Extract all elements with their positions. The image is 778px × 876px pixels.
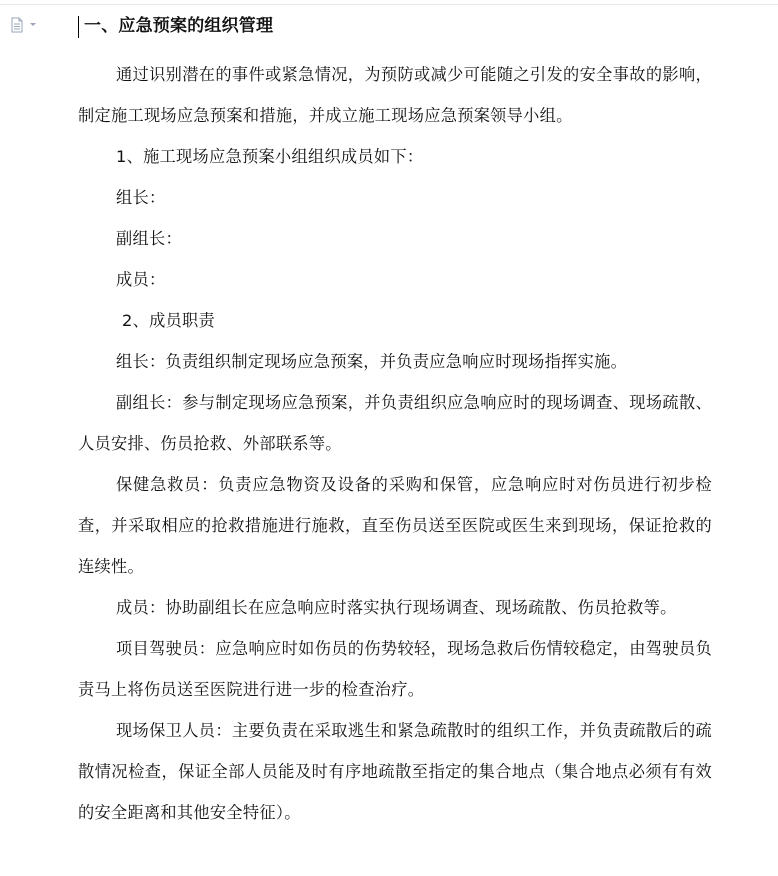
paragraph-leader-duty: 组长：负责组织制定现场应急预案，并负责应急响应时现场指挥实施。 xyxy=(116,352,628,371)
paragraph-leader: 组长： xyxy=(116,188,166,207)
paragraph-intro: 通过识别潜在的事件或紧急情况，为预防或减少可能随之引发的安全事故的影响，制定施工现场应急预案和措施，并成立施工现场应急预案领导小组。 xyxy=(78,65,712,125)
paragraph-members-title: 1、施工现场应急预案小组组织成员如下： xyxy=(116,147,424,166)
paragraph-duties-title: 2、成员职责 xyxy=(122,311,216,330)
paragraph-deputy-leader: 副组长： xyxy=(116,229,182,248)
section-heading: 一、应急预案的组织管理 xyxy=(84,16,274,36)
paragraph-first-aid-duty: 保健急救员：负责应急物资及设备的采购和保管，应急响应时对伤员进行初步检查，并采取相应的抢救措施进行施救，直至伤员送至医院或医生来到现场，保证抢救的连续性。 xyxy=(78,475,712,576)
text-cursor xyxy=(78,16,79,38)
document-icon xyxy=(10,17,38,33)
page-top-edge xyxy=(0,0,778,5)
paragraph-security-duty: 现场保卫人员：主要负责在采取逃生和紧急疏散时的组织工作，并负责疏散后的疏散情况检查，保证全部人员能及时有序地疏散至指定的集合地点（集合地点必须有有效的安全距离和其他安全特征）。 xyxy=(78,721,712,822)
paragraph-deputy-duty: 副组长：参与制定现场应急预案，并负责组织应急响应时的现场调查、现场疏散、人员安排、伤员抢救、外部联系等。 xyxy=(78,393,712,453)
document-outline-button[interactable] xyxy=(10,17,38,33)
paragraph-driver-duty: 项目驾驶员：应急响应时如伤员的伤势较轻，现场急救后伤情较稳定，由驾驶员负责马上将伤员送至医院进行进一步的检查治疗。 xyxy=(78,639,712,699)
document-body xyxy=(78,54,712,833)
paragraph-members: 成员： xyxy=(116,270,166,289)
paragraph-member-duty: 成员：协助副组长在应急响应时落实执行现场调查、现场疏散、伤员抢救等。 xyxy=(116,598,677,617)
chevron-down-icon xyxy=(30,23,36,26)
